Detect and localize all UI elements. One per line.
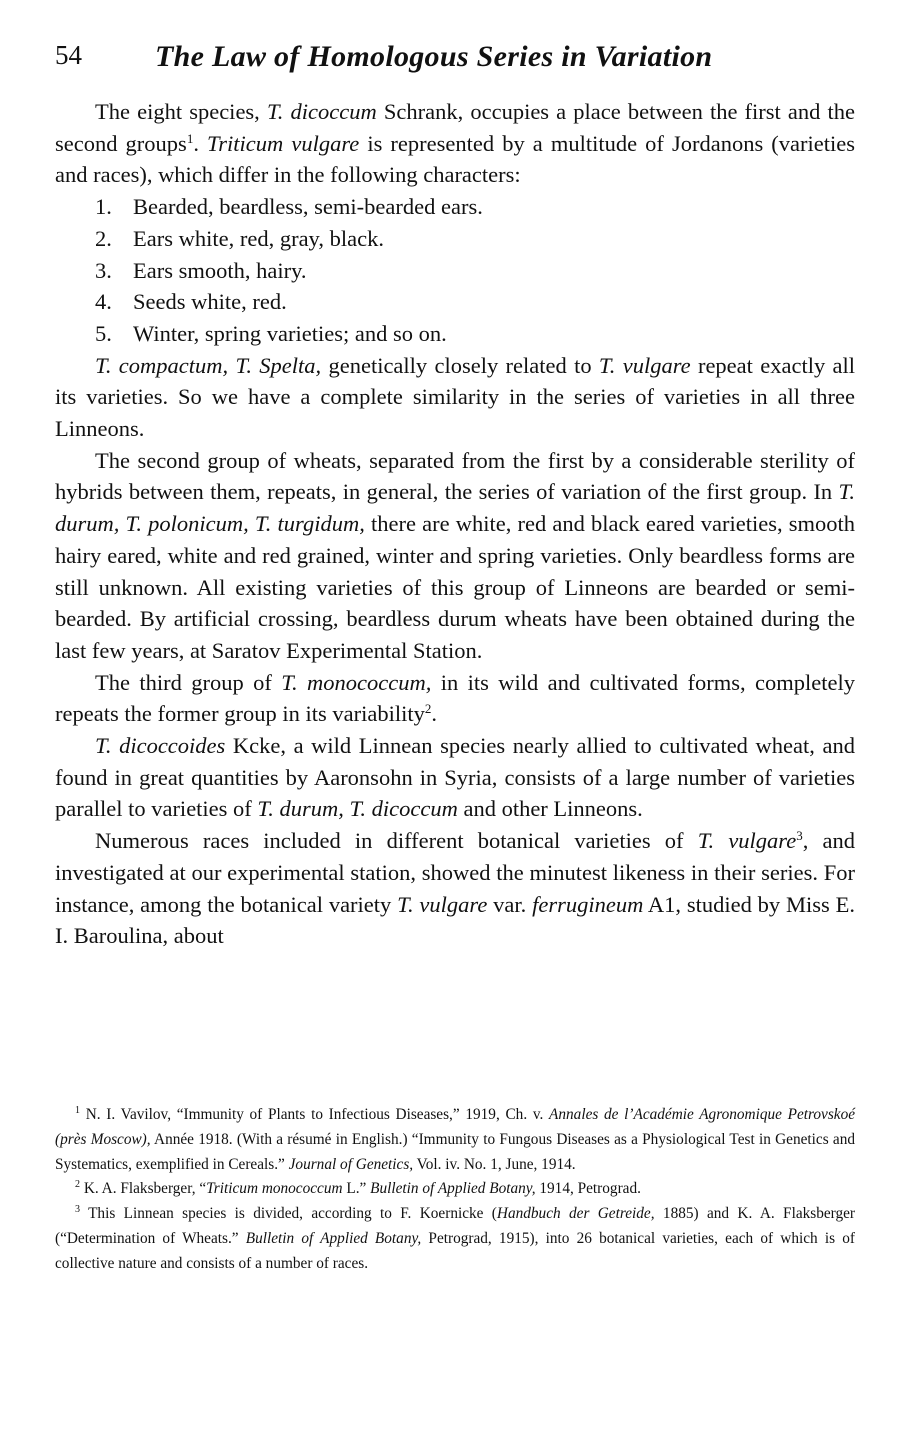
list-item: 1. Bearded, beardless, semi-bearded ears.: [95, 194, 483, 220]
list-item: 4. Seeds white, red.: [95, 289, 287, 315]
page-number: 54: [55, 40, 82, 70]
list-item: 5. Winter, spring varieties; and so on.: [95, 320, 447, 346]
paragraph: Numerous races included in different botanical varieties of T. vulgare$^3$, and investigated at our experimental station, showed the minutest likeness in their series. For instance, among the botanical variety T. vulgare var. ferrugineum A1, studied by Miss E. I. Baroulina, about: [55, 828, 855, 949]
footnotes: [55, 1103, 855, 1277]
paragraph: T. dicoccoides Kcke, a wild Linnean species nearly allied to cultivated wheat, and found in great quantities by Aaronsohn in Syria, consists of a large number of varieties parallel to varieties of T. durum, T. dicoccum and other Linneons.: [55, 733, 855, 822]
list-item: 2. Ears white, red, gray, black.: [95, 225, 384, 251]
paragraph: The third group of T. monococcum, in its wild and cultivated forms, completely repeats the former group in its variability$^2$.: [55, 669, 855, 727]
footnote-ref[interactable]: 3: [796, 828, 803, 844]
running-title: The Law of Homologous Series in Variation: [155, 40, 713, 73]
characters-list: [55, 191, 855, 350]
page-header: [55, 40, 850, 80]
footnote: $^3$ This Linnean species is divided, according to F. Koernicke (Handbuch der Getreide, 1885) and K. A. Flaksberger (“Determination of Wheats.” Bulletin of Applied Botany, Petrograd, 1915), into 26 botanical varieties, each of which is of collective nature and consists of a number of races.: [55, 1204, 855, 1272]
paragraph: T. compactum, T. Spelta, genetically closely related to T. vulgare repeat exactly all its varieties. So we have a complete similarity in the series of varieties in all three Linneons.: [55, 352, 856, 442]
body-text: [55, 96, 855, 952]
list-item: 3. Ears smooth, hairy.: [95, 257, 307, 283]
footnote-ref[interactable]: 1: [186, 130, 194, 146]
footnote-ref[interactable]: 2: [424, 701, 432, 717]
footnote: $^2$ K. A. Flaksberger, “Triticum monococcum L.” Bulletin of Applied Botany, 1914, Petrograd.: [75, 1179, 641, 1198]
footnote: $^1$ N. I. Vavilov, “Immunity of Plants to Infectious Diseases,” 1919, Ch. v. Annales de l’Académie Agronomique Petrovskoé (près Moscow), Année 1918. (With a résumé in English.) “Immunity to Fungous Diseases as a Physiological Test in Genetics and Systematics, exemplified in Cereals.” Journal of Genetics, Vol. iv. No. 1, June, 1914.: [55, 1105, 856, 1173]
paragraph: The second group of wheats, separated from the first by a considerable sterility of hybrids between them, repeats, in general, the series of variation of the first group. In T. durum, T. polonicum, T. turgidum, there are white, red and black eared varieties, smooth hairy eared, white and red grained, winter and spring varieties. Only beardless forms are still unknown. All existing varieties of this group of Linneons are bearded or semi-bearded. By artificial crossing, beardless durum wheats have been obtained during the last few years, at Saratov Experimental Station.: [55, 447, 855, 663]
paragraph: The eight species, T. dicoccum Schrank, occupies a place between the first and the second groups$^1$. Triticum vulgare is represented by a multitude of Jordanons (varieties and races), which differ in the following characters:: [55, 99, 856, 188]
